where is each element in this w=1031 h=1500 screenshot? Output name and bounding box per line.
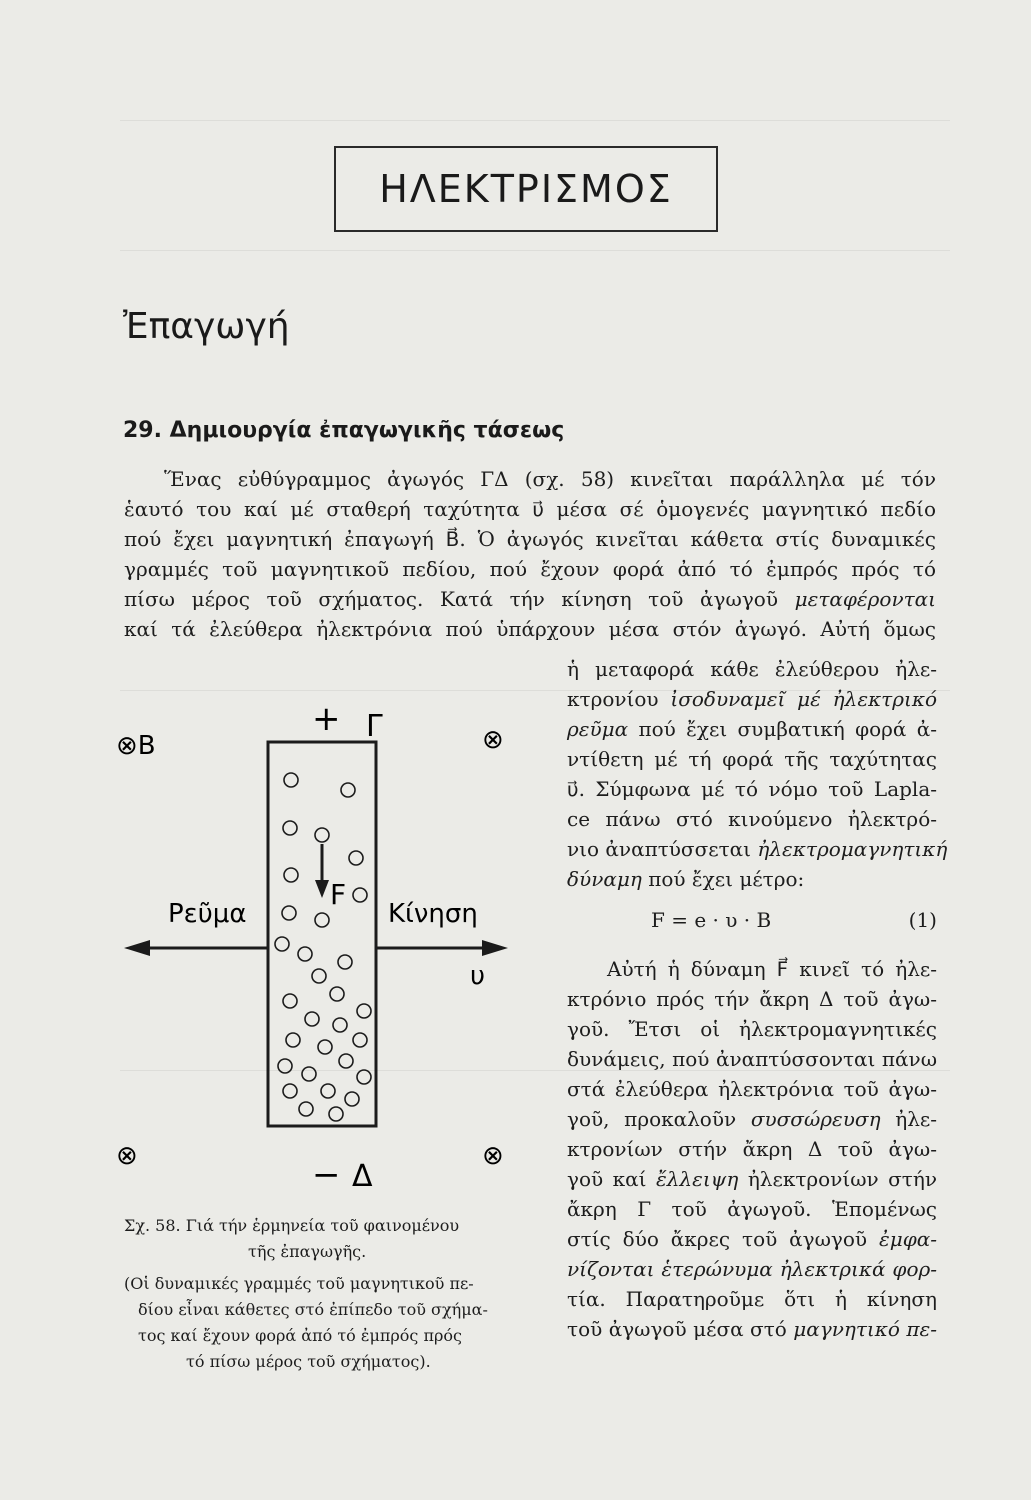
chapter-header-box xyxy=(334,146,718,232)
col2-line-8 xyxy=(567,1164,937,1194)
col2-line-4: δυνάμεις, πού ἀναπτύσσονται πάνω xyxy=(567,1047,937,1071)
electron-circles xyxy=(275,773,371,1121)
col2-line-6-rest: ἠλε- xyxy=(880,1107,938,1131)
label-minus: − xyxy=(312,1155,341,1194)
electron xyxy=(321,1084,335,1098)
caption-line-6: τό πίσω μέρος τοῦ σχήματος). xyxy=(186,1352,431,1371)
electron xyxy=(318,1040,332,1054)
col-line-8 xyxy=(567,864,937,894)
section-title: 29. Δημιουργία ἐπαγωγικῆς τάσεως xyxy=(123,418,565,443)
col2-line-2: κτρόνιο πρός τήν ἄκρη Δ τοῦ ἀγω- xyxy=(567,987,937,1011)
italic-metaferontai: μεταφέρονται xyxy=(794,587,937,611)
body-line-3: πού ἔχει μαγνητική ἐπαγωγή B⃗. Ὁ ἀγωγός κινεῖται κάθετα στίς δυναμικές xyxy=(124,527,936,551)
label-b-field: ⊗B xyxy=(116,731,156,761)
italic-nizontai: νίζονται ἑτερώνυμα ἠλεκτρικά φορ- xyxy=(567,1257,937,1281)
col-line-2 xyxy=(567,684,937,714)
body-line-1: Ἕνας εὐθύγραμμος ἀγωγός ΓΔ (σχ. 58) κινεῖται παράλληλα μέ τόν xyxy=(164,467,936,491)
caption-line-5: τος καί ἔχουν φορά ἀπό τό ἐμπρός πρός xyxy=(138,1326,462,1345)
label-plus: + xyxy=(312,699,341,739)
italic-reuma: ρεῦμα xyxy=(567,717,629,741)
col2-line-6 xyxy=(567,1104,937,1134)
electron xyxy=(345,1092,359,1106)
electron xyxy=(357,1070,371,1084)
col-line-7-text: νιο ἀναπτύσσεται xyxy=(567,837,752,861)
electron xyxy=(286,1033,300,1047)
col-line-8-text: πού ἔχει μέτρο: xyxy=(641,867,805,891)
electron xyxy=(283,821,297,835)
electron xyxy=(333,1018,347,1032)
electron xyxy=(341,783,355,797)
cross-icon-top-right: ⊗ xyxy=(482,725,504,755)
label-delta: Δ xyxy=(352,1159,373,1194)
electron xyxy=(298,947,312,961)
electron xyxy=(283,1084,297,1098)
electron xyxy=(275,937,289,951)
chapter-title: Ἐπαγωγή xyxy=(123,306,290,347)
caption-line-4: δίου εἶναι κάθετες στό ἐπίπεδο τοῦ σχήμα- xyxy=(138,1300,488,1319)
label-gamma: Γ xyxy=(366,709,383,744)
col2-line-12: τία. Παρατηροῦμε ὅτι ἡ κίνηση xyxy=(567,1287,937,1311)
electron xyxy=(302,1067,316,1081)
cross-icon-bottom-right: ⊗ xyxy=(482,1141,504,1171)
electron xyxy=(278,1059,292,1073)
electron xyxy=(353,1033,367,1047)
electron xyxy=(353,888,367,902)
italic-emfanizontai: ἐμφα- xyxy=(879,1227,937,1251)
body-line-5 xyxy=(124,584,936,614)
italic-magnitiko: μαγνητικό πε- xyxy=(793,1317,938,1341)
current-arrow-head xyxy=(124,940,150,956)
figure-58-diagram xyxy=(116,694,526,1194)
caption-line-2: τῆς ἐπαγωγῆς. xyxy=(248,1242,367,1261)
electron xyxy=(299,1102,313,1116)
col2-line-13 xyxy=(567,1314,937,1344)
col2-line-7: κτρονίων στήν ἄκρη Δ τοῦ ἀγω- xyxy=(567,1137,937,1161)
col2-line-10 xyxy=(567,1224,937,1254)
col-line-1: ἡ μεταφορά κάθε ἐλεύθερου ἠλε- xyxy=(567,657,937,681)
col2-line-13-text: τοῦ ἀγωγοῦ μέσα στό xyxy=(567,1317,787,1341)
cross-icon-bottom-left: ⊗ xyxy=(116,1141,138,1171)
label-current: Ρεῦμα xyxy=(168,899,247,929)
col-line-2-text: κτρονίου xyxy=(567,687,659,711)
italic-syssoreusi: συσσώρευση xyxy=(750,1107,881,1131)
col-line-6: ce πάνω στό κινούμενο ἠλεκτρό- xyxy=(567,807,937,831)
caption-line-1: Σχ. 58. Γιά τήν ἑρμηνεία τοῦ φαινομένου xyxy=(124,1216,460,1235)
electron xyxy=(357,1004,371,1018)
motion-arrow-head xyxy=(482,940,508,956)
electron xyxy=(283,994,297,1008)
col2-line-5: στά ἐλεύθερα ἠλεκτρόνια τοῦ ἀγω- xyxy=(567,1077,937,1101)
italic-hlektromagnitiki: ἠλεκτρομαγνητική xyxy=(757,837,948,861)
label-force: F xyxy=(330,878,347,911)
col-line-3 xyxy=(567,714,937,744)
italic-isodynamei: ἰσοδυναμεῖ μέ ἠλεκτρικό xyxy=(670,687,938,711)
col2-line-8-text: γοῦ καί xyxy=(567,1167,647,1191)
electron xyxy=(330,987,344,1001)
col2-line-10-text: στίς δύο ἄκρες τοῦ ἀγωγοῦ xyxy=(567,1227,868,1251)
electron xyxy=(349,851,363,865)
body-line-6: καί τά ἐλεύθερα ἠλεκτρόνια πού ὑπάρχουν μέσα στόν ἀγωγό. Αὐτή ὅμως xyxy=(124,617,936,641)
col2-line-8-rest: ἠλεκτρονίων στήν xyxy=(738,1167,938,1191)
electron xyxy=(315,828,329,842)
col2-line-11 xyxy=(567,1254,937,1284)
label-velocity: υ xyxy=(470,961,486,991)
conductor-rod xyxy=(268,742,376,1126)
header-title: ΗΛΕΚΤΡΙΣΜΟΣ xyxy=(379,167,673,211)
col-line-5: υ⃗. Σύμφωνα μέ τό νόμο τοῦ Lapla- xyxy=(567,777,937,801)
col2-line-3: γοῦ. Ἔτσι οἱ ἠλεκτρομαγνητικές xyxy=(567,1017,937,1041)
electron xyxy=(305,1012,319,1026)
electron xyxy=(284,773,298,787)
col2-line-6-text: γοῦ, προκαλοῦν xyxy=(567,1107,737,1131)
italic-dynami: δύναμη xyxy=(567,867,642,891)
label-motion: Κίνηση xyxy=(388,899,478,929)
formula-number: (1) xyxy=(908,908,937,932)
force-arrow-head xyxy=(315,880,329,898)
electron xyxy=(339,1054,353,1068)
electron xyxy=(338,955,352,969)
col-line-4: ντίθετη μέ τή φορά τῆς ταχύτητας xyxy=(567,747,937,771)
body-line-5-text: πίσω μέρος τοῦ σχήματος. Κατά τήν κίνηση τοῦ ἀγωγοῦ xyxy=(124,587,778,611)
formula-expression: F = e · υ · B xyxy=(651,908,772,932)
col-line-7 xyxy=(567,834,948,864)
caption-line-3: (Οἱ δυναμικές γραμμές τοῦ μαγνητικοῦ πε- xyxy=(124,1274,474,1293)
electron xyxy=(329,1107,343,1121)
electron xyxy=(284,868,298,882)
body-line-4: γραμμές τοῦ μαγνητικοῦ πεδίου, πού ἔχουν φορά ἀπό τό ἐμπρός πρός τό xyxy=(124,557,936,581)
italic-elleipsi: ἔλλειψη xyxy=(656,1167,739,1191)
electron xyxy=(282,906,296,920)
body-line-2: ἑαυτό του καί μέ σταθερή ταχύτητα υ⃗ μέσα σέ ὁμογενές μαγνητικό πεδίο xyxy=(124,497,936,521)
electron xyxy=(315,913,329,927)
electron xyxy=(312,969,326,983)
col2-line-9: ἄκρη Γ τοῦ ἀγωγοῦ. Ἑπομένως xyxy=(567,1197,937,1221)
col-line-3-text: πού ἔχει συμβατική φορά ἀ- xyxy=(628,717,937,741)
col2-line-1: Αὐτή ἡ δύναμη F⃗ κινεῖ τό ἠλε- xyxy=(607,957,937,981)
